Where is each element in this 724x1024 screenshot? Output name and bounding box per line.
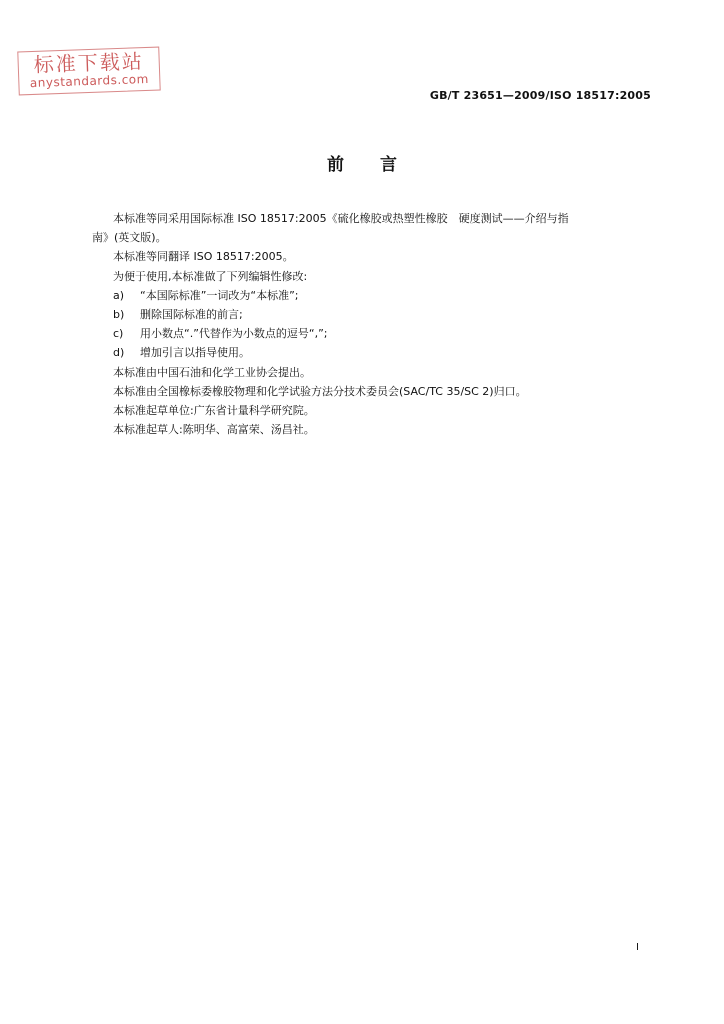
watermark-chinese-text: 标准下载站 [33,49,145,77]
watermark-url-text: anystandards.com [29,71,150,91]
list-item [113,305,661,324]
paragraph-adoption-line1: 本标准等同采用国际标准 ISO 18517:2005《硫化橡胶或热塑性橡胶 硬度测试——介绍与指 [113,212,569,225]
list-text: 增加引言以指导使用。 [140,346,250,360]
paragraph-edits-intro: 为便于使用,本标准做了下列编辑性修改: [113,269,308,283]
list-marker: d) [113,346,125,360]
paragraph-drafting-unit: 本标准起草单位:广东省计量科学研究院。 [113,404,315,418]
paragraph-administrator: 本标准由全国橡标委橡胶物理和化学试验方法分技术委员会(SAC/TC 35/SC 2)归口。 [113,384,527,398]
list-item [113,286,661,305]
page-title: 前言 [327,155,433,175]
paragraph-proposer: 本标准由中国石油和化学工业协会提出。 [113,365,311,379]
list-marker: c) [113,327,124,341]
paragraph-translation: 本标准等同翻译 ISO 18517:2005。 [113,250,294,264]
foreword-body [92,209,661,439]
list-marker: a) [113,288,125,302]
list-text: 删除国际标准的前言; [140,308,243,322]
watermark-stamp [17,47,160,96]
paragraph-adoption-line2: 南》(英文版)。 [92,231,167,245]
page-number: I [636,942,639,953]
standard-code: GB/T 23651—2009/ISO 18517:2005 [429,89,651,102]
list-text: “本国际标准”一词改为“本标准”; [140,288,299,302]
paragraph-drafters: 本标准起草人:陈明华、高富荣、汤昌社。 [113,423,315,437]
list-item [113,324,661,343]
list-text: 用小数点“.”代替作为小数点的逗号“,”; [140,327,328,341]
list-item [113,343,661,362]
list-marker: b) [113,308,125,322]
